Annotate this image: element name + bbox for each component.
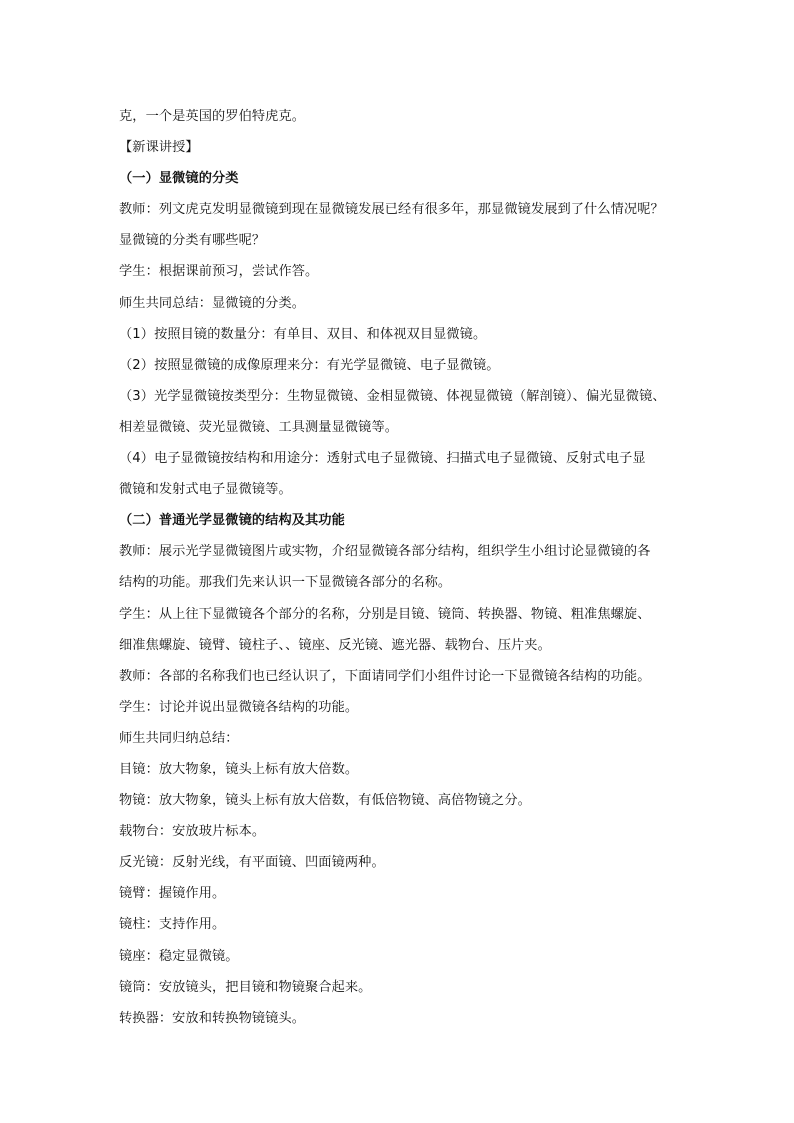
section-heading: （一）显微镜的分类 bbox=[119, 171, 239, 187]
text-line: （1）按照目镜的数量分：有单目、双目、和体视双目显微镜。 bbox=[119, 326, 487, 342]
text-line: 教师：列文虎克发明显微镜到现在显微镜发展已经有很多年，那显微镜发展到了什么情况呢？ bbox=[119, 202, 664, 218]
text-line: 细准焦螺旋、镜臂、镜柱子、、镜座、反光镜、遮光器、载物台、压片夹。 bbox=[119, 637, 551, 653]
text-line: （4）电子显微镜按结构和用途分：透射式电子显微镜、扫描式电子显微镜、反射式电子显 bbox=[119, 451, 646, 467]
text-line: 学生：讨论并说出显微镜各结构的功能。 bbox=[119, 699, 359, 715]
text-line: 目镜：放大物象，镜头上标有放大倍数。 bbox=[119, 761, 359, 777]
text-line: 物镜：放大物象，镜头上标有放大倍数，有低倍物镜、高倍物镜之分。 bbox=[119, 793, 531, 809]
text-line: 【新课讲授】 bbox=[119, 140, 199, 156]
text-line: 结构的功能。那我们先来认识一下显微镜各部分的名称。 bbox=[119, 575, 452, 591]
text-line: 显微镜的分类有哪些呢？ bbox=[119, 233, 266, 249]
text-line: 克，一个是英国的罗伯特虎克。 bbox=[119, 109, 306, 124]
text-line: 微镜和发射式电子显微镜等。 bbox=[119, 482, 292, 498]
text-line: 镜臂：握镜作用。 bbox=[119, 886, 226, 902]
text-line: （2）按照显微镜的成像原理来分：有光学显微镜、电子显微镜。 bbox=[119, 357, 500, 373]
text-line: 学生：根据课前预习，尝试作答。 bbox=[119, 264, 319, 280]
text-line: 镜座：稳定显微镜。 bbox=[119, 948, 239, 964]
text-line: 相差显微镜、荧光显微镜、工具测量显微镜等。 bbox=[119, 419, 399, 435]
text-line: 反光镜：反射光线，有平面镜、凹面镜两种。 bbox=[119, 855, 385, 871]
text-line: 载物台：安放玻片标本。 bbox=[119, 824, 266, 840]
text-line: 镜筒：安放镜头，把目镜和物镜聚合起来。 bbox=[119, 979, 372, 995]
document-body bbox=[119, 101, 689, 1034]
text-line: （3）光学显微镜按类型分：生物显微镜、金相显微镜、体视显微镜（解剖镜）、偏光显微镜、 bbox=[119, 388, 666, 404]
section-heading: （二）普通光学显微镜的结构及其功能 bbox=[119, 513, 345, 529]
text-line: 教师：各部的名称我们也已经认识了，下面请同学们小组件讨论一下显微镜各结构的功能。 bbox=[119, 668, 651, 684]
text-line: 师生共同总结：显微镜的分类。 bbox=[119, 295, 306, 311]
text-line: 教师：展示光学显微镜图片或实物，介绍显微镜各部分结构，组织学生小组讨论显微镜的各 bbox=[119, 544, 651, 560]
text-line: 学生：从上往下显微镜各个部分的名称，分别是目镜、镜筒、转换器、物镜、粗准焦螺旋、 bbox=[119, 606, 651, 622]
text-line: 师生共同归纳总结： bbox=[119, 730, 239, 746]
text-line: 转换器：安放和转换物镜镜头。 bbox=[119, 1010, 306, 1026]
text-line: 镜柱：支持作用。 bbox=[119, 917, 226, 933]
